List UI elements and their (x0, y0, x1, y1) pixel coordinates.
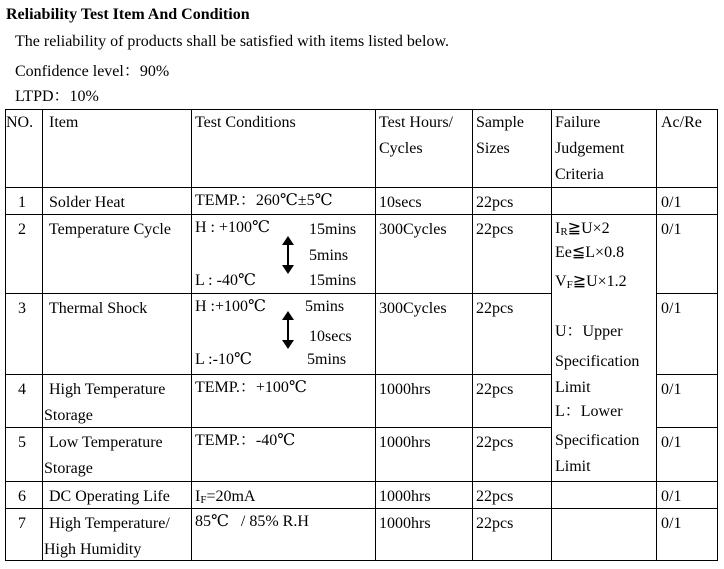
up-down-arrow-icon (281, 236, 295, 274)
header-test-hours: Test Hours/ (379, 114, 453, 131)
row-4-item-cont: Storage (44, 407, 93, 424)
row-3-item: Thermal Shock (49, 300, 148, 317)
grid-line (5, 427, 552, 428)
confidence-level: Confidence level：90% (15, 63, 170, 80)
row-3-hours: 300Cycles (379, 300, 447, 317)
criteria-vf: $V_F≧U\times 1.2$ (555, 273, 627, 291)
row-5-no: 5 (18, 434, 26, 451)
row-1-no: 1 (18, 194, 26, 211)
row-5-sample: 22pcs (476, 434, 514, 451)
grid-line (472, 109, 473, 561)
grid-line (5, 187, 718, 188)
row-1-condition: TEMP.：260℃±5℃ (195, 192, 333, 209)
grid-line (375, 109, 376, 561)
row-1-item: Solder Heat (49, 194, 125, 211)
grid-line (656, 293, 718, 294)
row-4-sample: 22pcs (476, 381, 514, 398)
row-7-hours: 1000hrs (379, 515, 431, 532)
row-2-cond-low: L : -40℃ (195, 272, 256, 289)
grid-line (656, 109, 657, 561)
row-3-no: 3 (18, 300, 26, 317)
row-1-hours: 10secs (379, 194, 422, 211)
ltpd-value: LTPD：10% (15, 88, 99, 105)
row-2-acre: 0/1 (661, 221, 682, 238)
row-4-no: 4 (18, 381, 26, 398)
row-6-acre: 0/1 (661, 488, 682, 505)
grid-line (551, 109, 552, 561)
row-5-hours: 1000hrs (379, 434, 431, 451)
row-7-acre: 0/1 (661, 515, 682, 532)
header-test-conditions: Test Conditions (195, 114, 296, 131)
row-1-acre: 0/1 (661, 194, 682, 211)
row-7-no: 7 (18, 515, 26, 532)
grid-line (5, 293, 552, 294)
header-no: NO. (6, 114, 34, 131)
header-test-hours-cycles: Cycles (379, 140, 423, 157)
grid-line (656, 374, 718, 375)
criteria-ee: Ee≦L×0.8 (555, 244, 625, 261)
row-3-cond-high: H :+100℃ (195, 298, 266, 315)
row-7-item: High Temperature/ (49, 515, 170, 532)
row-4-item: High Temperature (49, 381, 166, 398)
grid-line (5, 214, 718, 215)
grid-line (5, 481, 718, 482)
grid-line (656, 427, 718, 428)
row-5-acre: 0/1 (661, 434, 682, 451)
header-ac-re: Ac/Re (661, 114, 702, 131)
row-2-no: 2 (18, 221, 26, 238)
header-failure: Failure (555, 114, 601, 131)
row-3-acre: 0/1 (661, 300, 682, 317)
row-4-hours: 1000hrs (379, 381, 431, 398)
criteria-upper-spec: Specification (555, 353, 640, 370)
row-2-cond-transfer: 5mins (309, 247, 349, 264)
row-6-no: 6 (18, 488, 26, 505)
row-1-sample: 22pcs (476, 194, 514, 211)
criteria-lower-spec: Specification (555, 432, 640, 449)
row-4-acre: 0/1 (661, 381, 682, 398)
criteria-ir: $I_R≧U\times 2$ (555, 220, 610, 238)
row-3-cond-low: L :-10℃ (195, 351, 252, 368)
row-7-sample: 22pcs (476, 515, 514, 532)
grid-line (5, 374, 552, 375)
row-3-cond-low-time: 5mins (307, 351, 347, 368)
header-criteria: Criteria (555, 166, 604, 183)
row-2-cond-high-time: 15mins (309, 221, 357, 238)
row-2-sample: 22pcs (476, 221, 514, 238)
row-3-sample: 22pcs (476, 300, 514, 317)
up-down-arrow-icon (281, 311, 295, 349)
row-6-sample: 22pcs (476, 488, 514, 505)
row-3-cond-high-time: 5mins (305, 298, 345, 315)
header-sample-sizes: Sizes (476, 140, 510, 157)
header-sample: Sample (476, 114, 524, 131)
row-6-item: DC Operating Life (49, 488, 170, 505)
grid-line (191, 109, 192, 561)
page-title: Reliability Test Item And Condition (6, 6, 250, 23)
row-3-cond-transfer: 10secs (309, 328, 352, 345)
row-2-item: Temperature Cycle (49, 221, 171, 238)
row-5-item-cont: Storage (44, 460, 93, 477)
row-6-condition: $I_F=20mA$ (195, 488, 256, 506)
row-4-condition: TEMP.：+100℃ (195, 379, 307, 396)
row-2-cond-low-time: 15mins (309, 272, 357, 289)
criteria-lower-label: L：Lower (555, 403, 623, 420)
row-5-condition: TEMP.：-40℃ (195, 432, 296, 449)
row-6-hours: 1000hrs (379, 488, 431, 505)
row-7-condition: 85℃ / 85% R.H (195, 513, 309, 530)
grid-line (42, 109, 43, 561)
criteria-lower-limit: Limit (555, 458, 591, 475)
grid-line (5, 508, 718, 509)
criteria-upper-label: U：Upper (555, 323, 623, 340)
row-5-item: Low Temperature (49, 434, 163, 451)
row-2-hours: 300Cycles (379, 221, 447, 238)
row-7-item-cont: High Humidity (44, 541, 142, 558)
intro-text: The reliability of products shall be satisfied with items listed below. (15, 33, 449, 50)
criteria-upper-limit: Limit (555, 379, 591, 396)
header-judgement: Judgement (555, 140, 625, 157)
row-2-cond-high: H : +100℃ (195, 219, 270, 236)
header-item: Item (49, 114, 79, 131)
